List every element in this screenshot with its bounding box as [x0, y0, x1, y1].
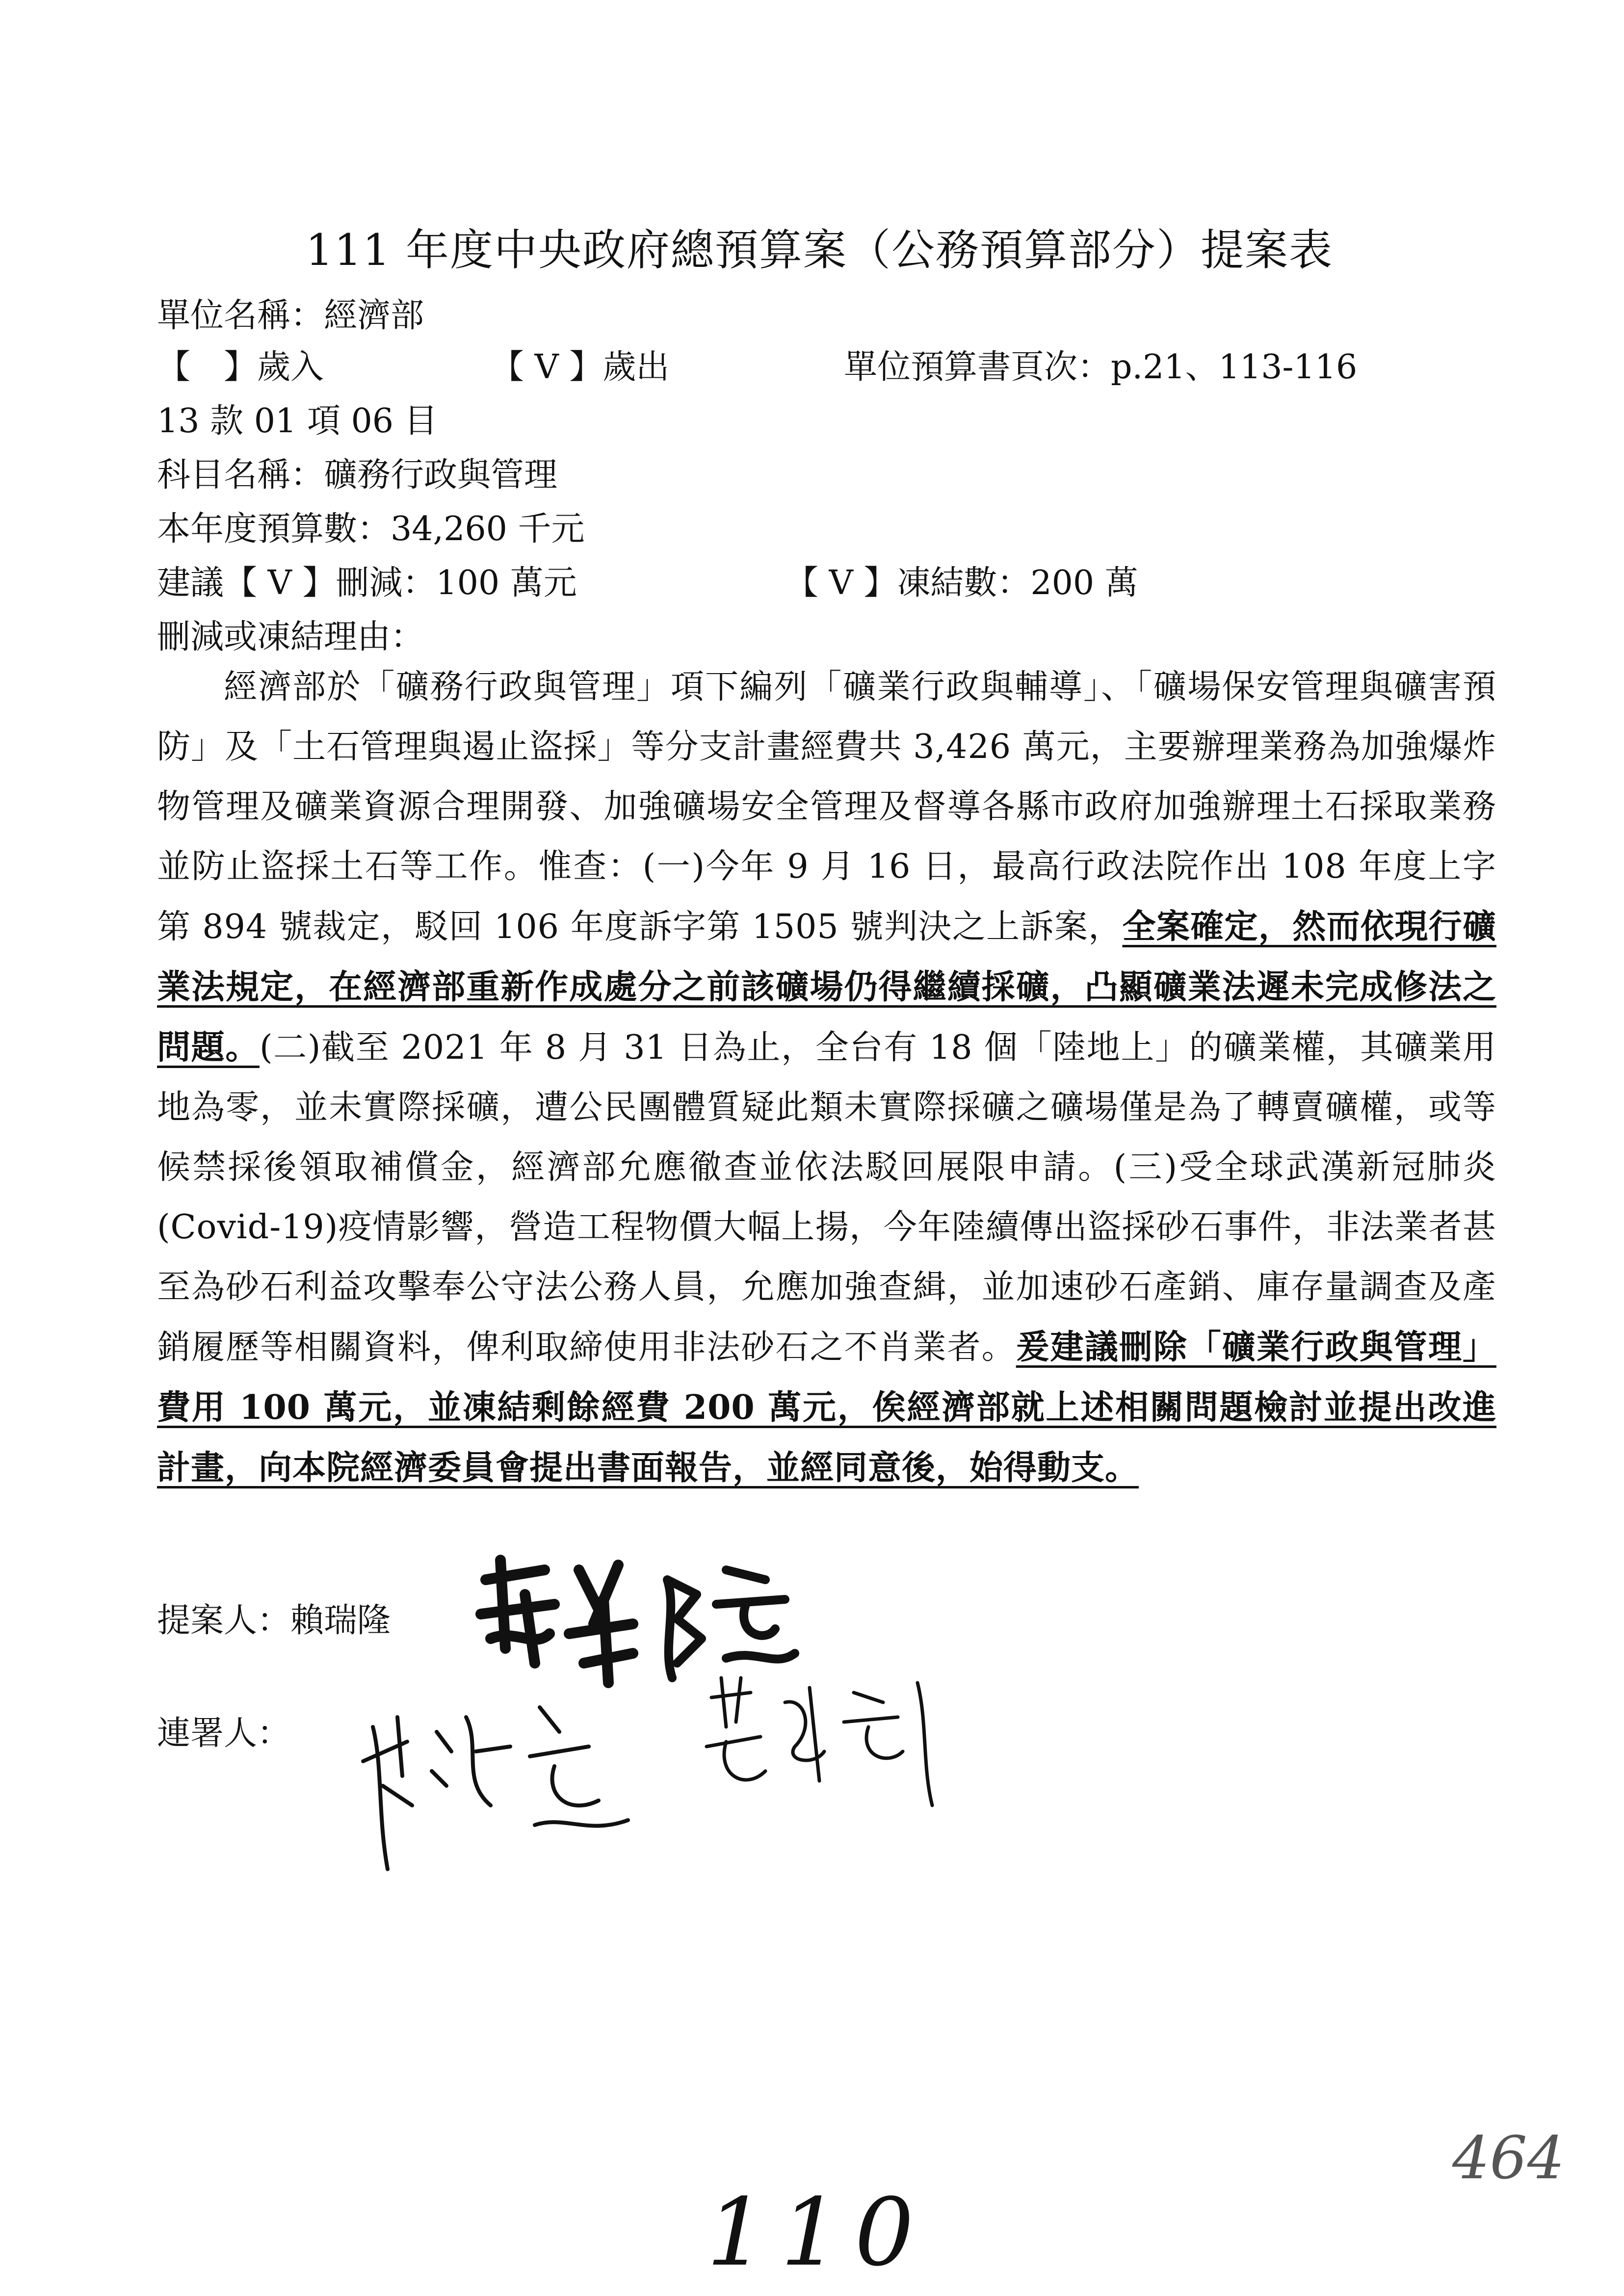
document-title: 111 年度中央政府總預算案（公務預算部分）提案表	[306, 225, 1333, 275]
subject-name: 科目名稱：礦務行政與管理	[157, 456, 558, 495]
unit-name: 單位名稱：經濟部	[157, 296, 424, 335]
revenue-checkbox: 【 】歲入	[157, 348, 324, 387]
reason-emphasis-2: 爰建議刪除「礦業行政與管理」費用 100 萬元，並凍結剩餘經費 200 萬元，俟經濟部就上述相關問題檢討並提出改進計畫，向本院經濟委員會提出書面報告，並經同意後，始得動支。	[157, 1328, 1496, 1487]
reason-body	[157, 657, 1496, 1498]
proposer-label: 提案人：賴瑞隆	[157, 1601, 391, 1640]
item-code: 13 款 01 項 06 目	[157, 402, 438, 441]
handwritten-page-number: 110	[707, 2178, 929, 2287]
cut-amount: 建議【 V 】刪減：100 萬元	[157, 564, 577, 602]
cosigner-label: 連署人：	[157, 1714, 291, 1753]
budget-page-reference: 單位預算書頁次：p.21、113-116	[844, 348, 1358, 387]
reason-emphasis-1: 全案確定，然而依現行礦業法規定，在經濟部重新作成處分之前該礦場仍得繼續採礦，凸顯礦業法遲未完成修法之問題。	[157, 907, 1496, 1067]
cosigner-signature-2	[697, 1668, 952, 1815]
freeze-amount: 【 V 】凍結數：200 萬	[785, 564, 1138, 602]
cosigner-signature-1	[353, 1688, 648, 1884]
expenditure-checkbox: 【 V 】歲出	[491, 348, 670, 387]
annual-budget: 本年度預算數：34,260 千元	[157, 510, 585, 548]
reason-paragraph-2: (二)截至 2021 年 8 月 31 日為止，全台有 18 個「陸地上」的礦業權，其礦業用地為零，並未實際採礦，遭公民團體質疑此類未實際採礦之礦場僅是為了轉賣礦權，或等候禁採後領取補償金，經濟部允應徹查並依法駁回展限申請。(三)受全球武漢新冠肺炎(Covid-19)疫情影響，營造工程物價大幅上揚，今年陸續傳出盜採砂石事件，非法業者甚至為砂石利益攻擊奉公守法公務人員，允應加強查緝，並加速砂石產銷、庫存量調查及產銷履歷等相關資料，俾利取締使用非法砂石之不肖業者。	[157, 1028, 1496, 1367]
reason-heading: 刪減或凍結理由：	[157, 618, 424, 656]
reason-paragraph-1: 經濟部於「礦務行政與管理」項下編列「礦業行政與輔導」、「礦場保安管理與礦害預防」及「土石管理與遏止盜採」等分支計畫經費共 3,426 萬元，主要辦理業務為加強爆炸物管理及礦業資源合理開發、加強礦場安全管理及督導各縣市政府加強辦理土石採取業務並防止盜採土石等工作。惟查：(一)今年 9 月 16 日，最高行政法院作出 108 年度上字第 894 號裁定，駁回 106 年度訴字第 1505 號判決之上訴案，	[157, 668, 1496, 946]
handwritten-corner-number: 464	[1452, 2124, 1565, 2192]
